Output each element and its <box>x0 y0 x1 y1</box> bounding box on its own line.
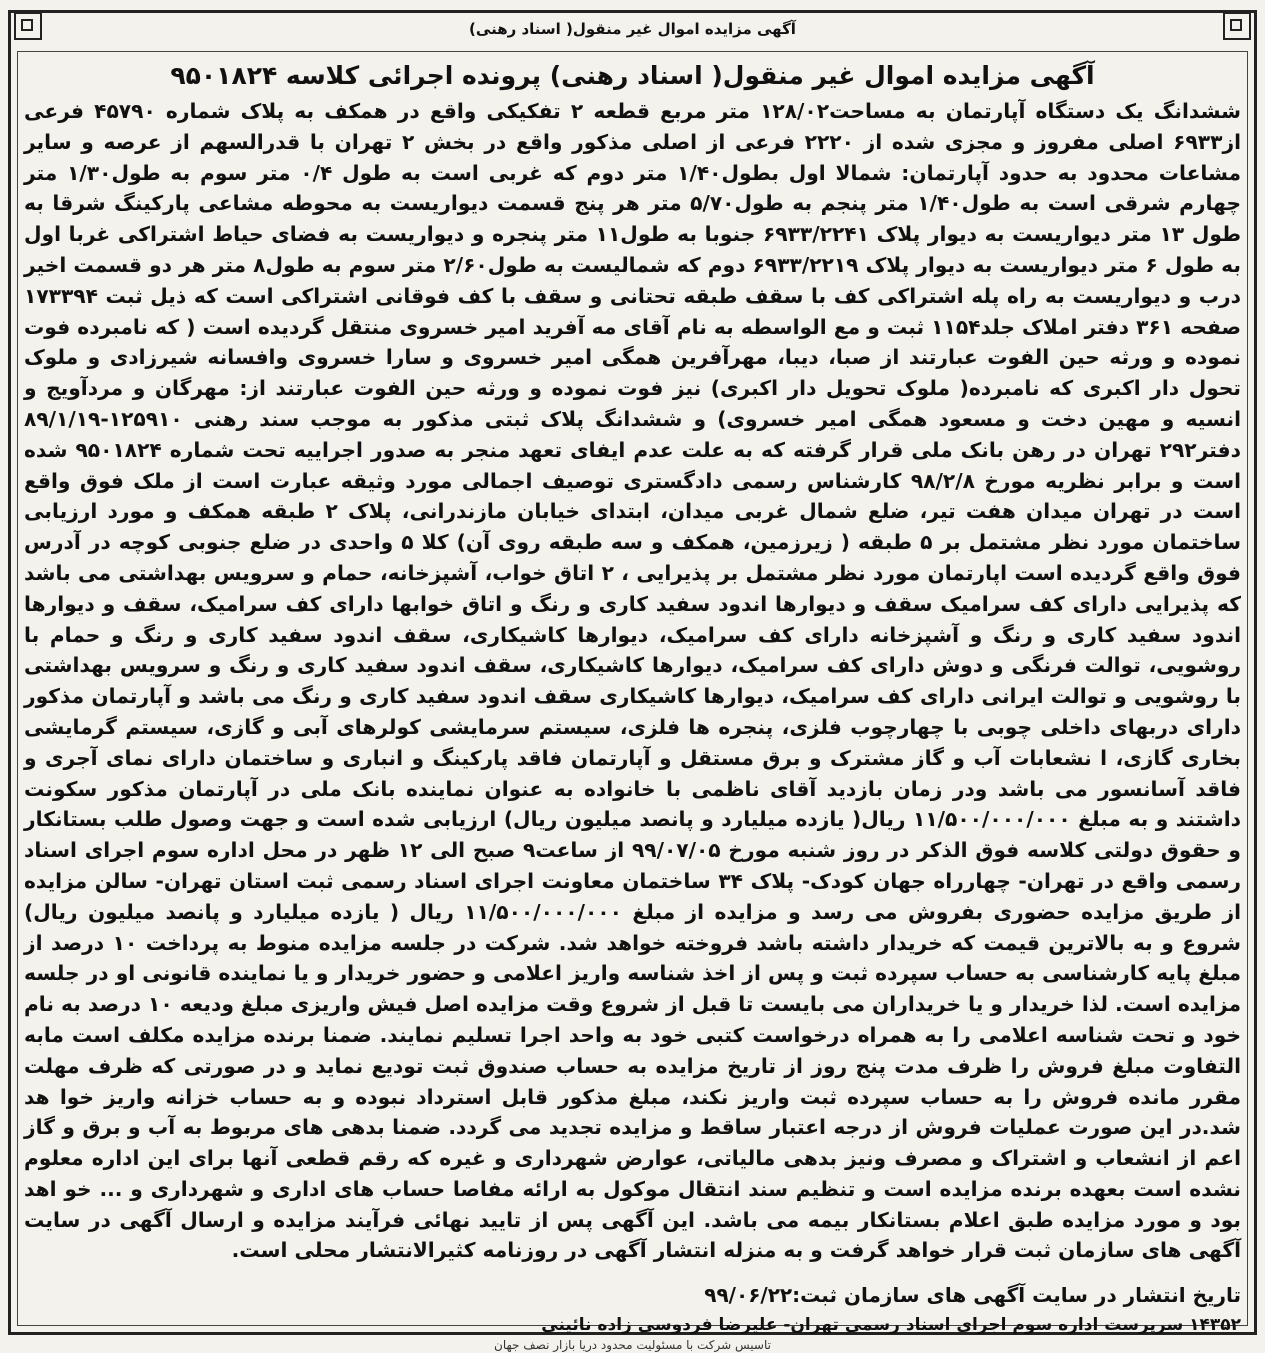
ad-header-label: آگهی مزایده اموال غیر منقول( اسناد رهنی) <box>469 20 796 38</box>
corner-ornament-left-icon <box>14 12 42 40</box>
ad-body <box>24 96 1241 1266</box>
ad-title: آگهی مزایده اموال غیر منقول( اسناد رهنی) پرونده اجرائی کلاسه ۹۵۰۱۸۲۴ <box>170 61 1095 90</box>
ad-body-paragraph: ششدانگ یک دستگاه آپارتمان به مساحت۱۲۸/۰۲ متر مربع قطعه ۲ تفکیکی واقع در همکف به پلاک شماره ۴۵۷۹۰ فرعی از۶۹۳۳ اصلی مفروز و مجزی شده از ۲۲۲۰ فرعی از اصلی مذکور واقع در بخش ۲ تهران با قدرالسهم از عرصه و سایر مشاعات محدود به حدود آپارتمان: شمالا اول بطول۱/۴۰ متر دوم که غربی است به طول ۰/۴ متر سوم به طول۱/۳۰ متر چهارم شرقی است به طول۱/۴۰ متر پنجم به طول۵/۷۰ متر هر پنج قسمت دیواریست به محوطه مشاعی پارکینگ شرقا به طول ۱۳ متر دیواریست به دیوار پلاک ۶۹۳۳/۲۲۴۱ جنوبا به طول۱۱ متر پنجره و دیواریست به فضای حیاط اشتراکی غربا اول به طول ۶ متر دیواریست به دیوار پلاک ۶۹۳۳/۲۲۱۹ دوم که شمالیست به طول۲/۶۰ متر سوم به طول۸ متر هر دو قسمت اخیر درب و دیواریست به راه پله اشتراکی کف با سقف طبقه تحتانی و سقف با کف فوقانی اشتراکی است که ذیل ثبت ۱۷۳۳۹۴ صفحه ۳۶۱ دفتر املاک جلد۱۱۵۴ ثبت و مع الواسطه به نام آقای مه آفرید امیر خسروی منتقل گردیده است ( که نامبرده فوت نموده و ورثه حین الفوت عبارتند از صبا، دیبا، مهرآفرین همگی امیر خسروی و سارا خسروی وافسانه شیرزادی و ملوک تحول دار اکبری که نامبرده( ملوک تحویل دار اکبری) نیز فوت نموده و ورثه حین الفوت عبارتند از: مهرگان و مردآویج و انسیه و مهین دخت و مسعود همگی امیر خسروی) و ششدانگ پلاک ثبتی مذکور به موجب سند رهنی ۱۲۵۹۱۰-۸۹/۱/۱۹ دفتر۲۹۲ تهران در رهن بانک ملی قرار گرفته که به علت عدم ایفای تعهد منجر به صدور اجراییه تحت شماره ۹۵۰۱۸۲۴ شده است و برابر نظریه مورخ ۹۸/۲/۸ کارشناس رسمی دادگستری توصیف اجمالی مورد وثیقه عبارت است از ملک فوق واقع است در تهران میدان هفت تیر، ضلع شمال غربی میدان، ابتدای خیابان مازندرانی، پلاک ۲ طبقه همکف و مورد ارزیابی ساختمان مورد نظر مشتمل بر ۵ طبقه ( زیرزمین، همکف و سه طبقه روی آن) کلا ۵ واحدی در ضلع جنوبی کوچه در آدرس فوق واقع گردیده است اپارتمان مورد نظر مشتمل بر پذیرایی ، ۲ اتاق خواب، آشپزخانه، حمام و سرویس بهداشتی می باشد که پذیرایی دارای کف سرامیک سقف و دیوارها اندود سفید کاری و رنگ و اتاق خوابها دارای کف سرامیک، سقف و دیوارها اندود سفید کاری و رنگ و آشپزخانه دارای کف سرامیک، دیوارها کاشیکاری، سقف اندود سفید کاری و رنگ و حمام با روشویی، توالت فرنگی و دوش دارای کف سرامیک، دیوارها کاشیکاری، سقف اندود سفید کاری و رنگ و سرویس بهداشتی با روشویی و توالت ایرانی دارای کف سرامیک، دیوارها کاشیکاری سقف اندود سفید کاری و رنگ می باشد و آپارتمان مذکور دارای دربهای داخلی چوبی با چهارچوب فلزی، پنجره ها فلزی، سیستم سرمایشی کولرهای آبی و گازی، سیستم گرمایشی بخاری گازی، ا نشعابات آب و گاز مشترک و برق مستقل و آپارتمان فاقد پارکینگ و انباری و ساختمان دارای نمای آجری و فاقد آسانسور می باشد ودر زمان بازدید آقای ناظمی با خانواده به عنوان نماینده بانک ملی در آپارتمان مذکور سکونت داشتند و به مبلغ ۱۱/۵۰۰/۰۰۰/۰۰۰ ریال( یازده میلیارد و پانصد میلیون ریال) ارزیابی شده است و جهت وصول طلب بستانکار و حقوق دولتی کلاسه فوق الذکر در روز شنبه مورخ ۹۹/۰۷/۰۵ از ساعت۹ صبح الی ۱۲ ظهر در محل اداره سوم اجرای اسناد رسمی واقع در تهران- چهارراه جهان کودک- پلاک ۳۴ ساختمان معاونت اجرای اسناد رسمی ثبت استان تهران- سالن مزایده از طریق مزایده حضوری بفروش می رسد و مزایده از مبلغ ۱۱/۵۰۰/۰۰۰/۰۰۰ ریال ( یازده میلیارد و پانصد میلیون ریال) شروع و به بالاترین قیمت که خریدار داشته باشد فروخته خواهد شد. شرکت در جلسه مزایده منوط به پرداخت ۱۰ درصد از مبلغ پایه کارشناسی به حساب سپرده ثبت و پس از اخذ شناسه واریز اعلامی و حضور خریدار و یا نماینده قانونی او در جلسه مزایده است. لذا خریدار و یا خریداران می بایست تا قبل از شروع وقت مزایده اصل فیش واریزی مبلغ ودیعه ۱۰ درصد به نام خود و تحت شناسه اعلامی را به همراه درخواست کتبی خود به واحد اجرا تسلیم نمایند. ضمنا برنده مزایده مکلف است مابه التفاوت مبلغ فروش را ظرف مدت پنج روز از تاریخ مزایده به حساب صندوق ثبت تودیع نماید و در صورتی که ظرف مهلت مقرر مانده فروش را به حساب سپرده ثبت واریز نکند، مبلغ مذکور قابل استرداد نبوده و به حساب خزانه واریز خوا هد شد.در این صورت عملیات فروش از درجه اعتبار ساقط و مزایده تجدید می گردد. ضمنا بدهی های مربوط به آب و برق و گاز اعم از انشعاب و اشتراک و مصرف ونیز بدهی مالیاتی، عوارض شهرداری و غیره که رقم قطعی آنها برای این اداره معلوم نشده است بعهده برنده مزایده است و تنظیم سند انتقال موکول به ارائه مفاصا حساب های اداری و شهرداری و ... خو اهد بود و مورد مزایده طبق اعلام بستانکار بیمه می باشد. این آگهی پس از تایید نهائی فرآیند مزایده و ارسال آگهی در سایت آگهی های سازمان ثبت قرار خواهد گرفت و به منزله انتشار آگهی در روزنامه کثیرالانتشار محلی است. <box>24 99 1242 1263</box>
publish-date-line: تاریخ انتشار در سایت آگهی های سازمان ثبت:۹۹/۰۶/۲۲ <box>704 1283 1241 1307</box>
signature-line: ۱۴۳۵۲ سرپرست اداره سوم اجرای اسناد رسمی تهران- علیرضا فردوسی زاده نائینی <box>541 1315 1241 1335</box>
next-ad-fragment: تاسیس شرکت با مسئولیت محدود دریا بازار نصف جهان <box>494 1338 771 1352</box>
corner-ornament-right-icon <box>1223 12 1251 40</box>
